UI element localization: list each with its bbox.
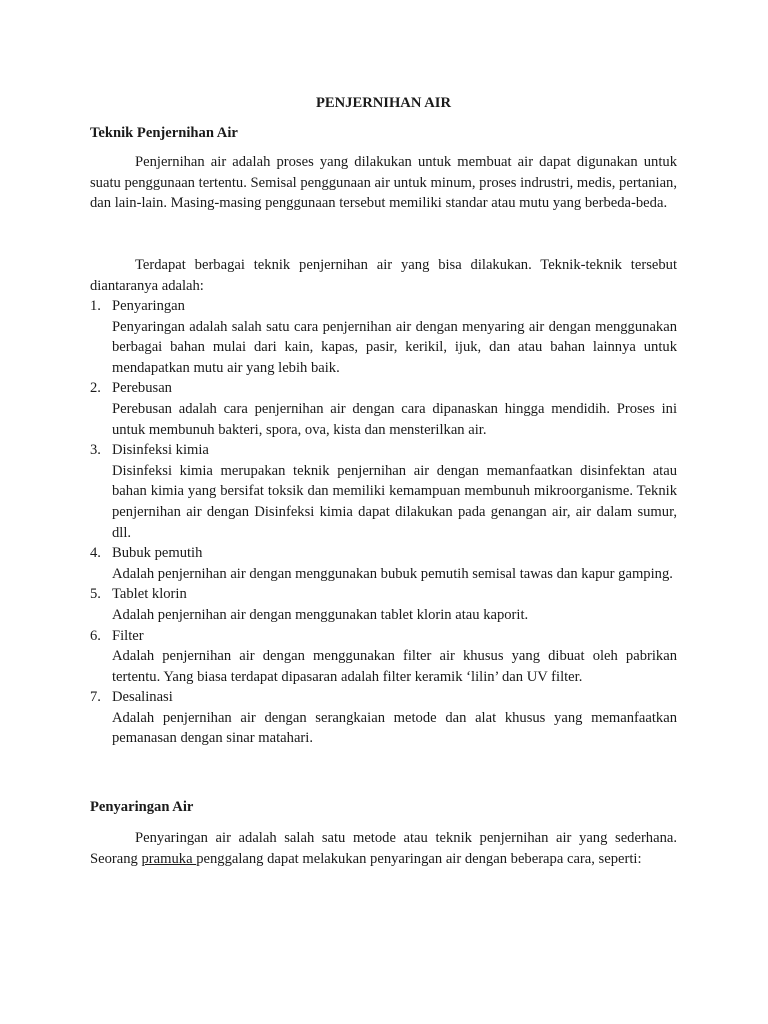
- list-item-number: 2.: [90, 380, 101, 397]
- list-item: [90, 626, 677, 688]
- paragraph-text-start: Penyaringan air adalah salah satu metode atau teknik penjernihan air yang sederhana. Seorang: [90, 830, 677, 867]
- list-item-title: Perebusan: [112, 380, 172, 397]
- pramuka-link[interactable]: pramuka: [141, 850, 197, 867]
- section-heading-penyaringan: Penyaringan Air: [90, 799, 194, 815]
- document-title: PENJERNIHAN AIR: [315, 95, 451, 111]
- list-item-title: Tablet klorin: [112, 586, 187, 603]
- list-item: [90, 440, 677, 543]
- list-item-description: Adalah penjernihan air dengan menggunakan filter air khusus yang dibuat oleh pabrikan tertentu. Yang biasa terdapat dipasaran adalah filter keramik ‘lilin’ dan UV filter.: [112, 648, 677, 685]
- paragraph-text-end: penggalang dapat melakukan penyaringan air dengan beberapa cara, seperti:: [196, 850, 642, 867]
- list-item-title: Desalinasi: [112, 689, 173, 706]
- list-item-title: Penyaringan: [112, 298, 185, 314]
- technique-list: [90, 296, 677, 749]
- paragraph-penyaringan: [90, 828, 677, 869]
- list-item-description: Adalah penjernihan air dengan serangkaian metode dan alat khusus yang memanfaatkan pemanasan dengan sinar matahari.: [112, 709, 677, 747]
- list-item-title: Bubuk pemutih: [112, 545, 203, 562]
- list-item-description: Perebusan adalah cara penjernihan air dengan cara dipanaskan hingga mendidih. Proses ini untuk membunuh bakteri, spora, ova, kista dan mensterilkan air.: [112, 400, 677, 438]
- list-item: [90, 378, 677, 440]
- list-item-number: 6.: [90, 627, 101, 644]
- list-item-description: Adalah penjernihan air dengan menggunakan tablet klorin atau kaporit.: [112, 606, 529, 623]
- list-item: [90, 543, 677, 584]
- list-item-title: Disinfeksi kimia: [112, 442, 209, 459]
- list-item-number: 5.: [90, 586, 101, 603]
- list-item: [90, 296, 677, 378]
- list-item-description: Penyaringan adalah salah satu cara penjernihan air dengan menyaring air dengan menggunakan berbagai bahan mulai dari kain, kapas, pasir, kerikil, ijuk, dan atau bahan lainnya untuk mendapatkan mutu air yang lebih baik.: [112, 318, 677, 376]
- list-item: [90, 687, 677, 749]
- list-item-number: 7.: [90, 689, 101, 706]
- list-item-number: 3.: [90, 442, 101, 459]
- list-item-description: Disinfeksi kimia merupakan teknik penjernihan air dengan memanfaatkan disinfektan atau bahan kimia yang bersifat toksik dan memiliki kemampuan membunuh mikroorganisme. Teknik penjernihan air dengan Disinfeksi kimia dapat dilakukan pada genangan air, air dalam sumur, dll.: [112, 462, 677, 541]
- paragraph-intro: Penjernihan air adalah proses yang dilakukan untuk membuat air dapat digunakan untuk suatu penggunaan tertentu. Semisal penggunaan air untuk minum, proses indrustri, medis, pertanian, dan lain-lain. Masing-masing penggunaan tersebut memiliki standar atau mutu yang berbeda-beda.: [90, 154, 677, 212]
- section-heading-teknik: Teknik Penjernihan Air: [90, 125, 238, 141]
- list-item: [90, 584, 677, 625]
- list-item-description: Adalah penjernihan air dengan menggunakan bubuk pemutih semisal tawas dan kapur gamping.: [112, 565, 673, 582]
- list-item-number: 4.: [90, 545, 101, 562]
- paragraph-list-intro: Terdapat berbagai teknik penjernihan air yang bisa dilakukan. Teknik-teknik tersebut diantaranya adalah:: [90, 257, 677, 294]
- list-item-title: Filter: [112, 627, 144, 644]
- list-item-number: 1.: [90, 298, 101, 314]
